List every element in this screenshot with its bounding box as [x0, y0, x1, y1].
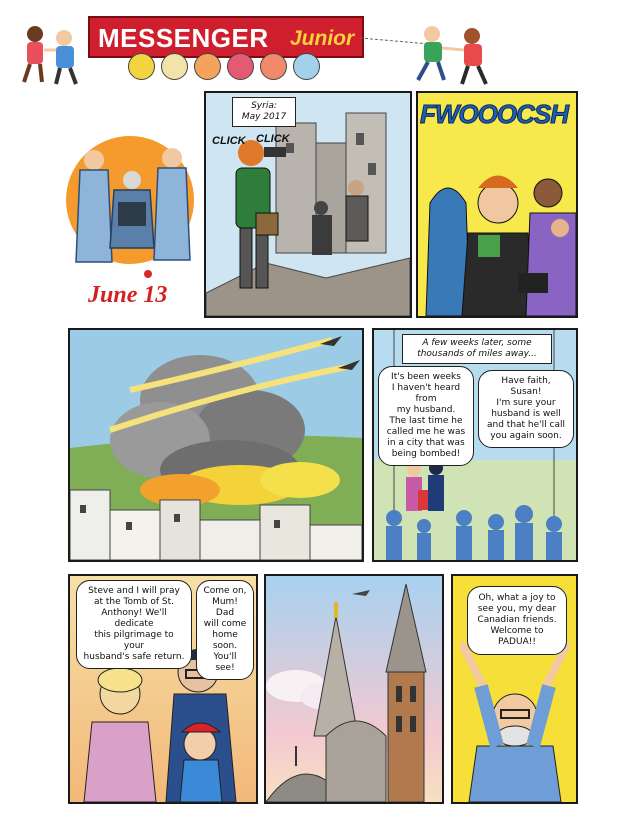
panel-airport-caption — [402, 334, 552, 364]
bubble-line: my husband. — [396, 405, 456, 415]
bubble-line: see you, my dear — [477, 604, 557, 614]
bubble-line: Have faith, Susan! — [501, 376, 551, 397]
bubble-line: I haven't heard from — [391, 383, 461, 404]
bubble-line: Steve and I will pray — [88, 586, 180, 596]
caption-line: Syria: — [251, 101, 277, 111]
button-deco-4 — [227, 53, 254, 80]
bubble-line: You'll see! — [213, 652, 237, 673]
bubble-line: Oh, what a joy to — [478, 593, 556, 603]
caption-line: May 2017 — [241, 112, 287, 122]
bubble-line: Come on, — [203, 586, 247, 596]
bubble-line: Welcome to PADUA!! — [490, 626, 544, 647]
bubble-line: home soon. — [212, 630, 238, 651]
bubble-line: being bombed! — [391, 449, 461, 459]
speech-bubble-st-anthony — [467, 586, 567, 655]
panel-city-bombing — [68, 328, 364, 562]
title-sub: Junior — [290, 27, 355, 50]
speech-bubble-friend — [478, 370, 574, 448]
button-deco-6 — [293, 53, 320, 80]
button-deco-2 — [161, 53, 188, 80]
bubble-line: It's been weeks — [391, 372, 461, 382]
button-deco-1 — [128, 53, 155, 80]
bubble-line: I'm sure your — [496, 398, 556, 408]
panel-syria-caption — [232, 97, 296, 127]
caption-line: thousands of miles away... — [417, 349, 537, 359]
speech-bubble-mother — [76, 580, 192, 669]
title-banner — [88, 16, 364, 58]
caption-line: A few weeks later, some — [422, 338, 532, 348]
speech-bubble-son — [196, 580, 254, 680]
kids-right-illustration — [410, 20, 500, 90]
panel-basilica — [264, 574, 444, 804]
bubble-line: called me he was — [386, 427, 466, 437]
bubble-line: Canadian friends. — [477, 615, 557, 625]
title-main: MESSENGER — [98, 23, 269, 53]
kids-left-illustration — [10, 20, 90, 90]
bubble-line: Mum! Dad — [212, 597, 238, 618]
bubble-line: Anthony! We'll dedicate — [101, 608, 167, 629]
panel-pilgrimage-family — [68, 574, 258, 804]
sfx-fwoosh: FWOOOCSH — [420, 99, 568, 129]
sfx-click-1: CLICK — [212, 135, 246, 147]
sfx-click-2: CLICK — [256, 133, 290, 145]
bubble-line: husband's safe return. — [83, 652, 185, 662]
button-deco-5 — [260, 53, 287, 80]
bubble-line: this pilgrimage to your — [94, 630, 174, 651]
button-deco-3 — [194, 53, 221, 80]
bubble-line: will come — [203, 619, 247, 629]
panel-basilica-art — [266, 576, 442, 802]
panel-city-art — [70, 330, 362, 560]
bubble-line: you again soon. — [490, 431, 562, 441]
bubble-line: in a city that was — [387, 438, 465, 448]
saints-illustration — [62, 122, 202, 282]
bubble-line: The last time he — [389, 416, 463, 426]
bubble-line: and that he'll call — [487, 420, 565, 430]
speech-bubble-susan — [378, 366, 474, 466]
date-label: June 13 — [88, 282, 168, 308]
panel-explosion-reaction — [416, 91, 578, 318]
panel-syria — [204, 91, 412, 318]
panel-airport — [372, 328, 578, 562]
bubble-line: husband is well — [491, 409, 561, 419]
bubble-line: at the Tomb of St. — [94, 597, 174, 607]
panel-st-anthony — [451, 574, 578, 804]
